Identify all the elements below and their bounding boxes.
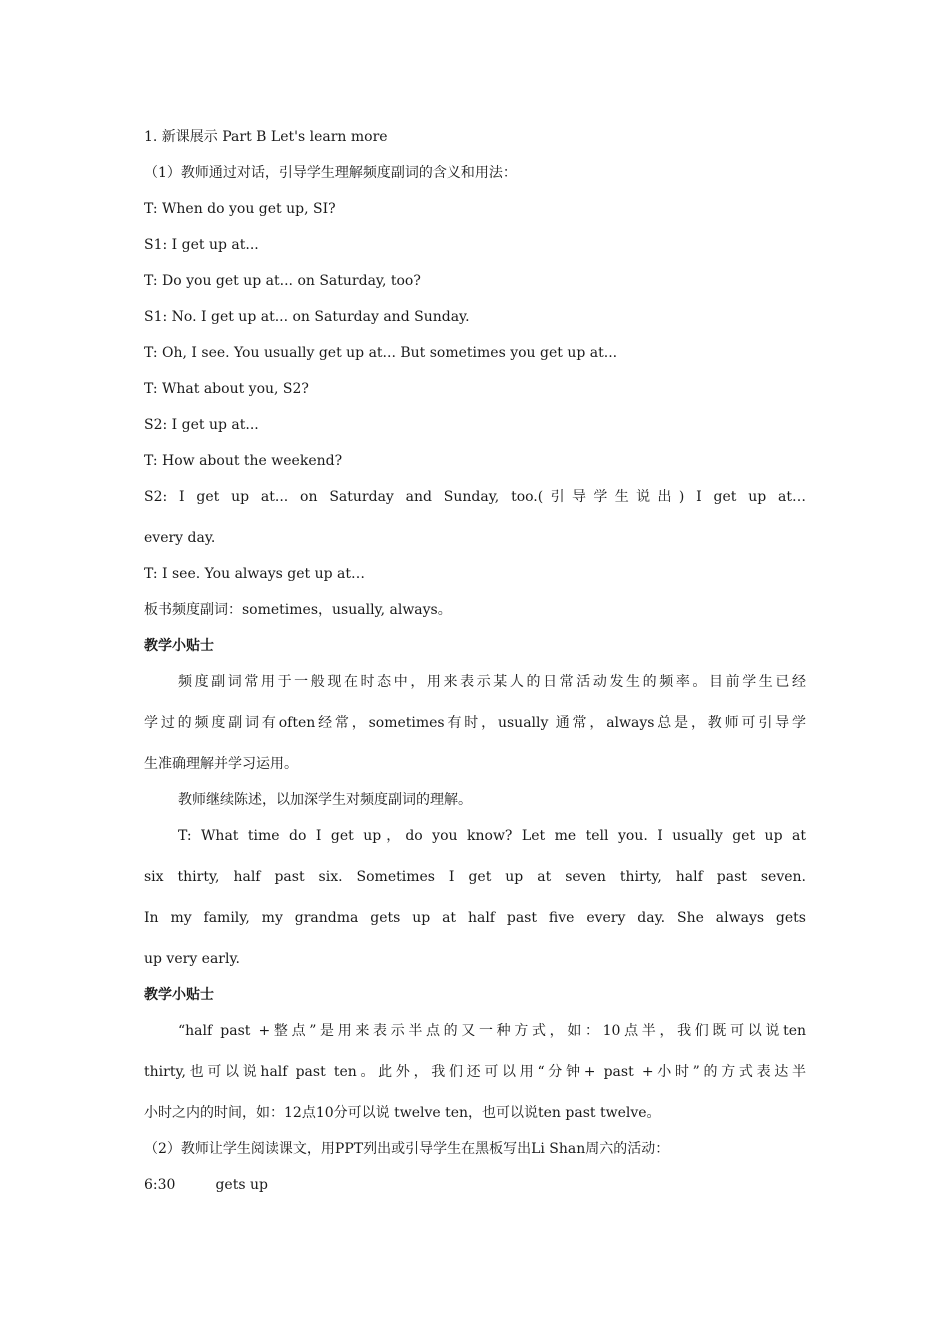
dialogue-line: T: Oh, I see. You usually get up at... But sometimes you get up at... [144, 345, 618, 361]
teacher-speech: In my family, my grandma gets up at half past five every day. She always gets [144, 910, 806, 926]
schedule-row [144, 1175, 806, 1195]
tip-text: 学过的频度副词有often经常，sometimes有时，usually 通常，always总是，教师可引导学 [144, 715, 806, 731]
teacher-speech: T: What time do I get up，do you know? Let me tell you. I usually get up at [178, 828, 806, 844]
teacher-speech: up very early. [144, 951, 240, 967]
dialogue-line: T: I see. You always get up at… [144, 566, 365, 582]
tip-text: 生准确理解并学习运用。 [144, 756, 298, 772]
dialogue-line: every day. [144, 530, 216, 546]
dialogue-line: S1: No. I get up at... on Saturday and Sunday. [144, 309, 470, 325]
tip-text: “half past +整点”是用来表示半点的又一种方式，如：10点半，我们既可以说ten [178, 1023, 806, 1039]
tip-text: 小时之内的时间，如：12点10分可以说 twelve ten，也可以说ten past twelve。 [144, 1105, 661, 1121]
dialogue-line: T: Do you get up at... on Saturday, too? [144, 273, 421, 289]
tip-text: thirty,也可以说half past ten。此外，我们还可以用“分钟+ past +小时”的方式表达半 [144, 1064, 806, 1080]
tip-title: 教学小贴士 [144, 638, 214, 654]
dialogue-line: T: How about the weekend? [144, 453, 343, 469]
dialogue-line: S2: I get up at... [144, 417, 259, 433]
dialogue-line: T: When do you get up, SI? [144, 201, 336, 217]
board-note: 板书频度副词：sometimes，usually, always。 [144, 602, 452, 618]
teacher-speech: six thirty, half past six. Sometimes I get up at seven thirty, half past seven. [144, 869, 806, 885]
step2-intro: （2）教师让学生阅读课文，用PPT列出或引导学生在黑板写出Li Shan周六的活动： [144, 1141, 670, 1157]
schedule-activity: gets up [215, 1177, 268, 1193]
tip-title: 教学小贴士 [144, 987, 214, 1003]
dialogue-line: S2: I get up at... on Saturday and Sunday, too.(引导学生说出) I get up at… [144, 489, 806, 505]
tip-text: 频度副词常用于一般现在时态中，用来表示某人的日常活动发生的频率。目前学生已经 [178, 674, 806, 690]
continue-note: 教师继续陈述，以加深学生对频度副词的理解。 [178, 792, 472, 808]
dialogue-line: S1: I get up at... [144, 237, 259, 253]
section-heading: 1. 新课展示 Part B Let's learn more [144, 129, 388, 145]
step1-intro: （1）教师通过对话，引导学生理解频度副词的含义和用法： [144, 165, 517, 181]
schedule-time: 6:30 [144, 1177, 176, 1193]
dialogue-line: T: What about you, S2? [144, 381, 309, 397]
